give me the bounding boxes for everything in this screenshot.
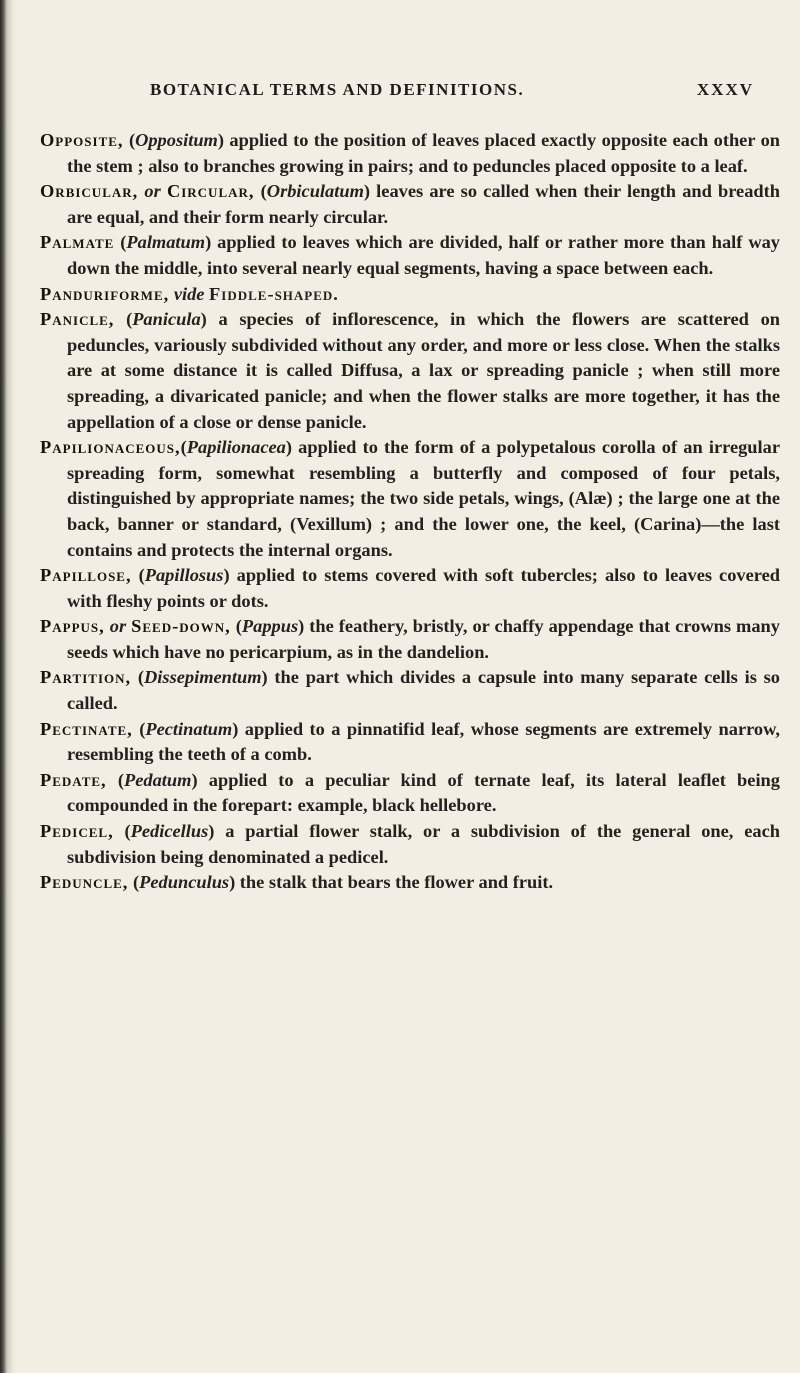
entry-latin-open: ( <box>128 130 136 150</box>
entry-definition: a species of inflorescence, in which the flowers are scattered on peduncles, variously subdivided without any order, and more or less close. When the stalks are at some distance it is called Diffusa, a lax or spreading panicle ; when still more spreading, a divaricated panicle; and when the flower stalks are more together, it has the appellation of a close or dense panicle. <box>67 309 780 432</box>
entry-latin-close: ) <box>363 181 371 202</box>
entry-latin-name: Papilionacea <box>186 437 286 458</box>
entry-definition: applied to the form of a polypetalous corolla of an irregular spreading form, somewhat resembling a butterfly and composed of four petals, distinguished by appropriate names; the two side petals, wings, (Alæ) ; the large one at the back, banner or standard, (Vexillum) ; and the lower one, the keel, (Carina)—the last contains and protects the internal organs. <box>67 437 780 560</box>
entry-definition: applied to a peculiar kind of ternate leaf, its lateral leaflet being compounded in the forepart: example, black hellebore. <box>67 769 780 816</box>
entry-term: Opposite, <box>40 130 124 150</box>
entry-vide: vide <box>169 283 210 304</box>
entry-term: Papilionaceous, <box>40 437 181 458</box>
glossary-entry-papillose <box>40 563 780 614</box>
entry-term: Panicle, <box>40 309 115 330</box>
page-number: XXXV <box>696 80 754 99</box>
entry-latin-name: Pectinatum <box>145 718 233 739</box>
running-head-title: BOTANICAL TERMS AND DEFINITIONS. <box>150 80 525 99</box>
entry-term: Pedicel, <box>40 821 114 842</box>
entry-definition: a partial flower stalk, or a subdivision of the general one, each subdivision being denominated a pedicel. <box>67 821 780 867</box>
entry-latin-close: ) <box>217 130 224 150</box>
glossary-entries <box>40 128 780 896</box>
entry-conjunction: or <box>138 181 167 202</box>
glossary-entry-papilionaceous <box>40 435 780 563</box>
entry-latin-open: ( <box>114 232 127 253</box>
glossary-entry-pectinate <box>40 717 780 768</box>
entry-alt-term: Circular, <box>166 181 255 202</box>
entry-latin-close: ) <box>298 616 305 637</box>
entry-latin-name: Pedatum <box>124 769 192 790</box>
entry-definition: applied to a pinnatifid leaf, whose segments are extremely narrow, resembling the teeth of a comb. <box>67 718 780 765</box>
entry-latin-close: ) <box>191 769 198 790</box>
entry-definition: the part which divides a capsule into many separate cells is so called. <box>67 667 780 714</box>
glossary-entry-palmate <box>40 230 780 281</box>
entry-latin-name: Oppositum <box>135 130 218 150</box>
entry-latin-name: Pappus <box>241 616 299 637</box>
entry-definition: the feathery, bristly, or chaffy appendage that crowns many seeds which have no pericarpium, as in the dandelion. <box>67 616 780 662</box>
entry-latin-close: ) <box>261 667 268 688</box>
glossary-entry-opposite <box>40 128 780 179</box>
entry-latin-close: ) <box>229 872 236 893</box>
entry-latin-name: Papillosus <box>144 565 224 586</box>
glossary-entry-pedate <box>40 768 780 819</box>
entry-latin-close: ) <box>232 718 239 739</box>
entry-latin-open: ( <box>230 616 242 637</box>
glossary-entry-orbicular <box>40 179 780 230</box>
entry-definition: leaves are so called when their length and breadth are equal, and their form nearly circular. <box>67 181 780 227</box>
entry-latin-close: ) <box>285 437 292 458</box>
entry-latin-name: Pedunculus <box>139 872 230 893</box>
book-spine-shadow <box>0 0 16 1373</box>
entry-definition: applied to the position of leaves placed exactly opposite each other on the stem ; also to branches growing in pairs; and to peduncles placed opposite to a leaf. <box>67 130 780 176</box>
entry-latin-close: ) <box>205 232 212 253</box>
entry-latin-open: ( <box>114 309 133 330</box>
entry-cross-reference: Fiddle-shaped. <box>209 283 339 304</box>
entry-definition: applied to leaves which are divided, half or rather more than half way down the middle, into several nearly equal segments, having a space between each. <box>67 232 780 278</box>
entry-latin-open: ( <box>128 872 140 893</box>
glossary-entry-peduncle <box>40 870 780 896</box>
entry-latin-name: Palmatum <box>126 232 206 253</box>
glossary-entry-panicle <box>40 307 780 435</box>
entry-latin-close: ) <box>200 309 207 330</box>
glossary-entry-pappus <box>40 614 780 665</box>
glossary-entry-panduriforme <box>40 282 780 308</box>
entry-term: Papillose, <box>40 565 132 586</box>
entry-latin-open: ( <box>180 437 187 458</box>
entry-term: Panduriforme, <box>40 283 170 304</box>
entry-definition: the stalk that bears the flower and fruit. <box>235 872 554 893</box>
entry-term: Orbicular, <box>40 181 139 202</box>
entry-latin-open: ( <box>113 821 131 842</box>
entry-term: Partition, <box>40 667 132 688</box>
entry-definition: applied to stems covered with soft tubercles; also to leaves covered with fleshy points or dots. <box>67 565 780 611</box>
entry-term: Palmate <box>40 232 115 253</box>
glossary-entry-pedicel <box>40 819 780 870</box>
entry-term: Pappus, <box>40 616 105 637</box>
entry-latin-name: Dissepimentum <box>144 667 262 688</box>
entry-term: Pedate, <box>40 769 107 790</box>
entry-latin-open: ( <box>131 565 145 586</box>
entry-latin-name: Panicula <box>132 309 201 330</box>
entry-latin-open: ( <box>254 181 267 202</box>
entry-latin-name: Orbiculatum <box>266 181 364 202</box>
running-head <box>40 80 780 124</box>
entry-term: Pectinate, <box>40 718 133 739</box>
book-page <box>40 0 780 1373</box>
entry-term: Peduncle, <box>40 872 129 893</box>
entry-latin-close: ) <box>223 565 230 586</box>
entry-latin-close: ) <box>208 821 215 842</box>
entry-latin-open: ( <box>132 718 146 739</box>
glossary-entry-partition <box>40 665 780 716</box>
entry-conjunction: or <box>104 616 132 637</box>
entry-alt-term: Seed-down, <box>131 616 231 637</box>
entry-latin-open: ( <box>131 667 145 688</box>
entry-latin-open: ( <box>106 769 125 790</box>
entry-latin-name: Pedicellus <box>130 821 209 842</box>
